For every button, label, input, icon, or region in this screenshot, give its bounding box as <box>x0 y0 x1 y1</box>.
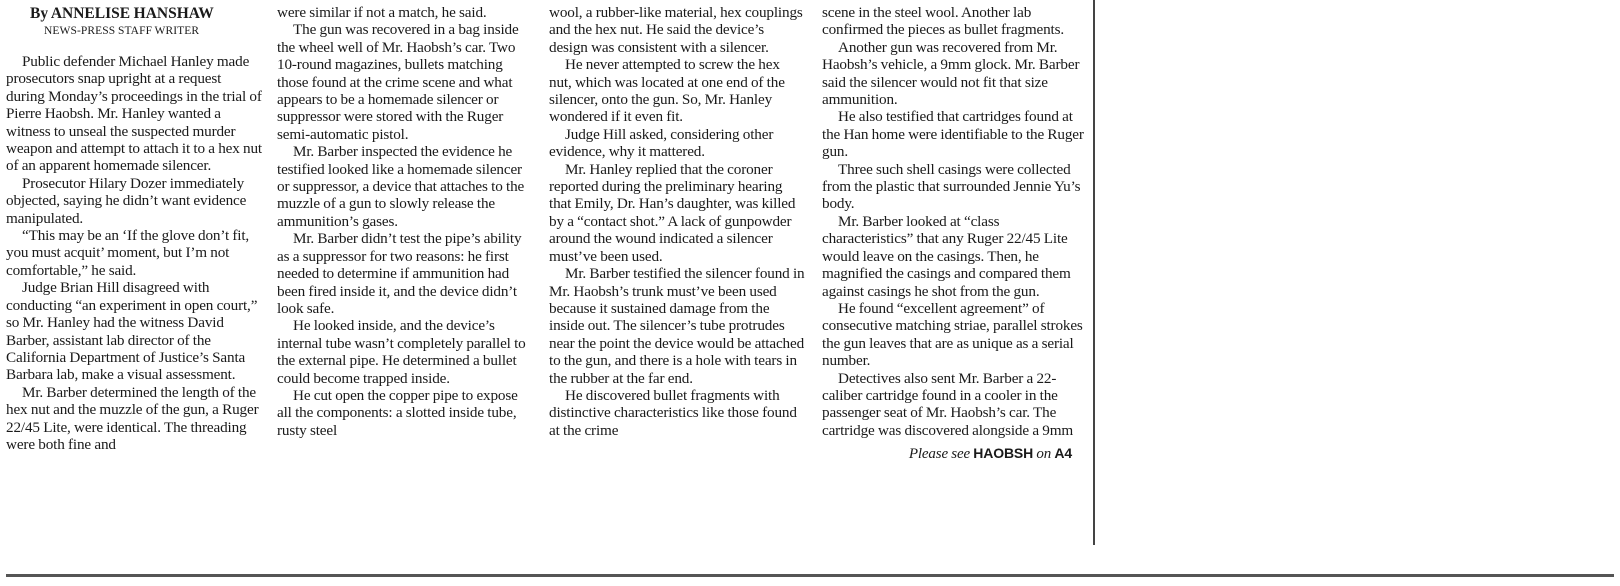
jump-please-see: Please see <box>908 446 970 463</box>
paragraph: Public defender Michael Hanley made prosecutors snap upright at a request during Monday’s proceedings in the trial of Pierre Haobsh. Mr. Hanley wanted a witness to unseal the suspected murder weapon and attempt to attach it to a hex nut of an apparent homemade silencer. <box>6 53 262 175</box>
paragraph: The gun was recovered in a bag inside the wheel well of Mr. Haobsh’s car. Two 10-round magazines, bullets matching those found at the crime scene and what appears to be a homemade silencer or suppressor were stored with the Ruger semi-automatic pistol. <box>277 21 519 143</box>
jump-keyword[interactable]: HAOBSH <box>973 445 1034 462</box>
paragraph: He cut open the copper pipe to expose all the components: a slotted inside tube, rusty steel <box>277 386 518 439</box>
byline-name: ANNELISE HANSHAW <box>50 5 214 22</box>
paragraph: He never attempted to screw the hex nut, which was located at one end of the silencer, onto the gun. So, Mr. Hanley wondered if it even fit. <box>549 56 785 126</box>
column-4 <box>822 4 1084 464</box>
paragraph: “This may be an ‘If the glove don’t fit, you must acquit’ moment, but I’m not comfortable,” he said. <box>6 227 250 279</box>
paragraph: Mr. Barber looked at “class characteristics” that any Ruger 22/45 Lite would leave on the casings. Then, he magnified the casings and compared them against casings he shot from the gun. <box>822 212 1071 300</box>
column-1 <box>6 4 262 453</box>
paragraph: Judge Hill asked, considering other evidence, why it mattered. <box>549 125 774 161</box>
paragraph: wool, a rubber-like material, hex couplings and the hex nut. He said the device’s design was consistent with a silencer. <box>549 4 803 56</box>
paragraph: Mr. Barber testified the silencer found in Mr. Haobsh’s trunk must’ve been used because it sustained damage from the inside out. The silencer’s tube protrudes near the point the device would be attached to the gun, and there is a hole with tears in the rubber at the far end. <box>549 265 805 387</box>
paragraph: Mr. Barber determined the length of the hex nut and the muzzle of the gun, a Ruger 22/45 Lite, were identical. The threading were both fine and <box>6 383 259 453</box>
paragraph: He found “excellent agreement” of consecutive matching striae, parallel strokes the gun leaves that are as unique as a serial number. <box>822 299 1083 370</box>
paragraph: scene in the steel wool. Another lab confirmed the pieces as bullet fragments. <box>822 4 1065 39</box>
paragraph: He also testified that cartridges found at the Han home were identifiable to the Ruger gun. <box>822 108 1084 161</box>
byline-staff-title: NEWS-PRESS STAFF WRITER <box>44 25 200 37</box>
paragraph: Mr. Hanley replied that the coroner reported during the preliminary hearing that Emily, Dr. Han’s daughter, was killed by a “contact shot.” A lack of gunpowder around the wound indicated a silencer must’ve been used. <box>549 160 796 265</box>
byline-prefix: By <box>30 5 49 22</box>
paragraph: Mr. Barber inspected the evidence he testified looked like a homemade silencer or suppressor, a device that attaches to the muzzle of a gun to slowly release the ammunition’s gases. <box>277 143 525 230</box>
paragraph: Prosecutor Hilary Dozer immediately objected, saying he didn’t want evidence manipulated. <box>6 174 247 227</box>
paragraph: Detectives also sent Mr. Barber a 22-caliber cartridge found in a cooler in the passenger seat of Mr. Haobsh’s car. The cartridge was discovered alongside a 9mm <box>822 369 1074 439</box>
paragraph: Three such shell casings were collected from the plastic that surrounded Jennie Yu’s body. <box>822 160 1081 213</box>
jump-on: on <box>1036 446 1052 463</box>
column-2 <box>277 4 533 439</box>
jump-page[interactable]: A4 <box>1054 445 1072 462</box>
page-rule-bottom <box>6 574 1614 577</box>
paragraph: He looked inside, and the device’s internal tube wasn’t completely parallel to the external pipe. He determined a bullet could become trapped inside. <box>277 317 526 387</box>
paragraph: Another gun was recovered from Mr. Haobsh’s vehicle, a 9mm glock. Mr. Barber said the silencer would not fit that size ammunition. <box>822 38 1080 109</box>
paragraph: were similar if not a match, he said. <box>277 4 487 21</box>
paragraph: Mr. Barber didn’t test the pipe’s ability as a suppressor for two reasons: he first needed to determine if ammunition had been fired inside it, and the device didn’t look safe. <box>277 230 522 317</box>
column-3 <box>549 4 805 439</box>
column-rule-right <box>1093 0 1095 545</box>
paragraph: He discovered bullet fragments with distinctive characteristics like those found at the crime <box>549 386 797 439</box>
paragraph: Judge Brian Hill disagreed with conducting “an experiment in open court,” so Mr. Hanley had the witness David Barber, assistant lab director of the California Department of Justice’s Santa Barbara lab, make a visual assessment. <box>6 279 258 384</box>
jump-line <box>822 445 1084 463</box>
byline <box>30 4 262 24</box>
